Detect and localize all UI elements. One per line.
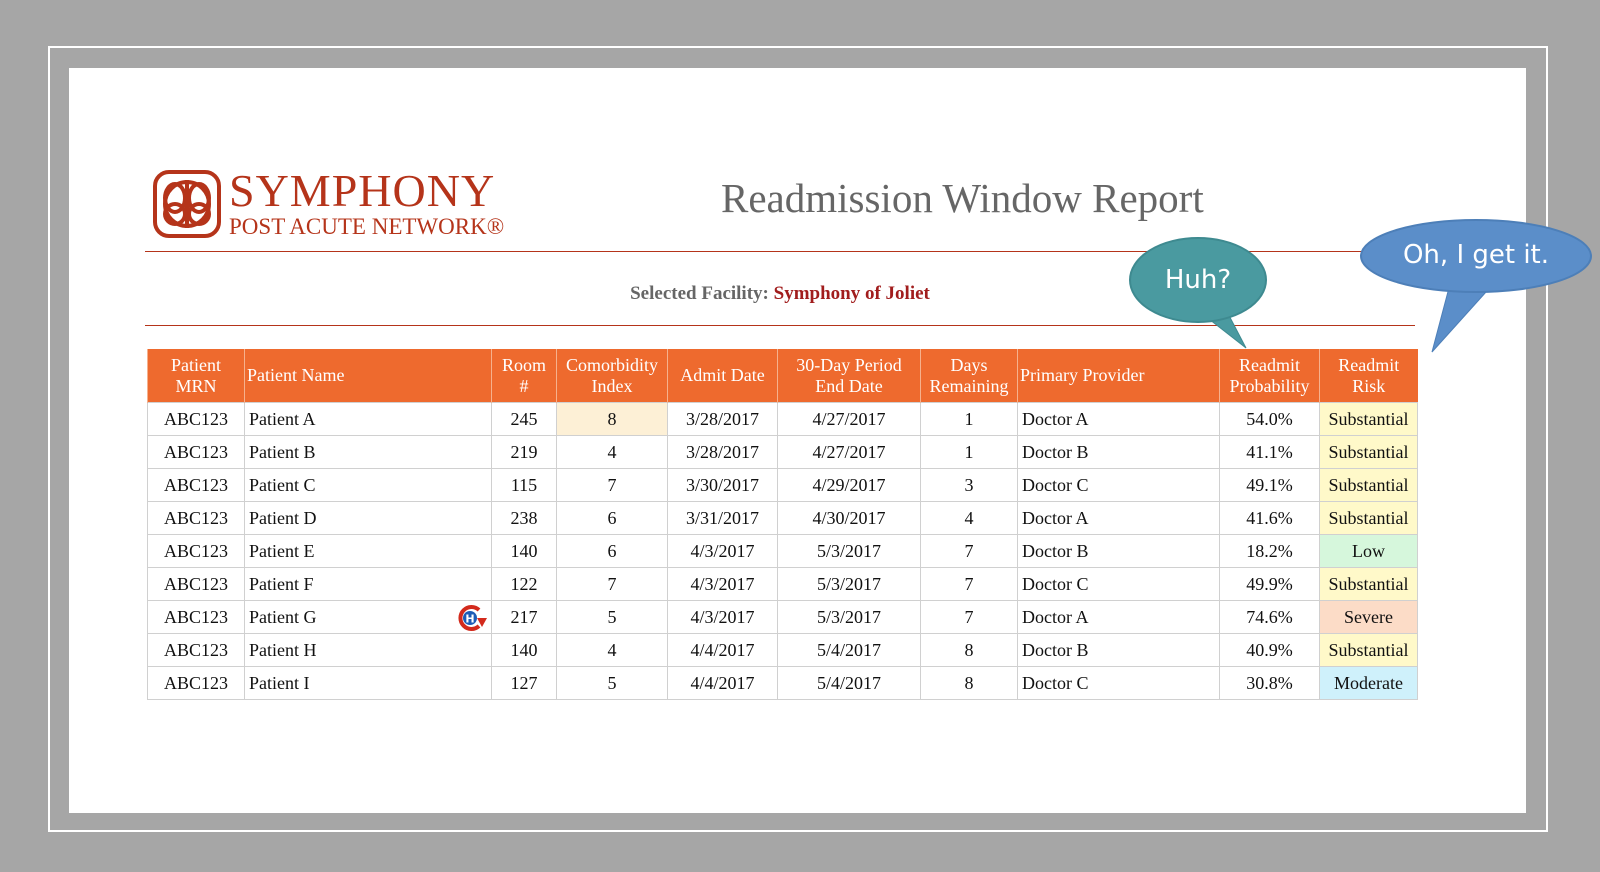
cell-readmit-probability: 54.0%: [1220, 403, 1320, 436]
cell-end-date: 5/4/2017: [778, 634, 921, 667]
svg-text:H: H: [465, 612, 475, 626]
cell-readmit-risk: Severe: [1320, 601, 1418, 634]
cell-mrn: ABC123: [148, 436, 245, 469]
column-header-admit-date[interactable]: Admit Date: [668, 349, 778, 403]
cell-readmit-risk: Low: [1320, 535, 1418, 568]
column-header-patient-name[interactable]: Patient Name: [245, 349, 492, 403]
cell-admit-date: 4/4/2017: [668, 634, 778, 667]
cell-days-remaining: 1: [921, 403, 1018, 436]
cell-primary-provider: Doctor C: [1018, 667, 1220, 700]
cell-comorbidity-index: 5: [557, 601, 668, 634]
readmission-table: [147, 349, 1418, 700]
callout-huh: [1128, 236, 1268, 354]
cell-readmit-risk: Moderate: [1320, 667, 1418, 700]
cell-days-remaining: 7: [921, 568, 1018, 601]
cell-end-date: 4/30/2017: [778, 502, 921, 535]
cell-readmit-probability: 49.9%: [1220, 568, 1320, 601]
cell-admit-date: 3/28/2017: [668, 403, 778, 436]
cell-room: 217: [492, 601, 557, 634]
cell-days-remaining: 8: [921, 634, 1018, 667]
cell-patient-name: Patient D: [245, 502, 492, 535]
callout-got-it-text: Oh, I get it.: [1402, 240, 1550, 270]
cell-primary-provider: Doctor A: [1018, 601, 1220, 634]
cell-readmit-probability: 30.8%: [1220, 667, 1320, 700]
cell-comorbidity-index: 4: [557, 436, 668, 469]
cell-mrn: ABC123: [148, 403, 245, 436]
table-row[interactable]: [148, 568, 1418, 601]
cell-readmit-risk: Substantial: [1320, 502, 1418, 535]
cell-patient-name: Patient H: [245, 634, 492, 667]
cell-mrn: ABC123: [148, 535, 245, 568]
cell-days-remaining: 7: [921, 601, 1018, 634]
cell-primary-provider: Doctor C: [1018, 469, 1220, 502]
column-header-room[interactable]: Room #: [492, 349, 557, 403]
cell-comorbidity-index: 4: [557, 634, 668, 667]
cell-primary-provider: Doctor A: [1018, 403, 1220, 436]
cell-comorbidity-index: 7: [557, 469, 668, 502]
cell-readmit-probability: 49.1%: [1220, 469, 1320, 502]
cell-readmit-probability: 41.1%: [1220, 436, 1320, 469]
table-row[interactable]: [148, 502, 1418, 535]
cell-readmit-risk: Substantial: [1320, 634, 1418, 667]
cell-room: 127: [492, 667, 557, 700]
table-row[interactable]: [148, 403, 1418, 436]
column-header-primary-provider[interactable]: Primary Provider: [1018, 349, 1220, 403]
cell-end-date: 4/29/2017: [778, 469, 921, 502]
table-row[interactable]: [148, 601, 1418, 634]
cell-readmit-risk: Substantial: [1320, 568, 1418, 601]
cell-mrn: ABC123: [148, 568, 245, 601]
column-header-readmit-risk[interactable]: Readmit Risk: [1320, 349, 1418, 403]
cell-comorbidity-index: 6: [557, 535, 668, 568]
cell-room: 219: [492, 436, 557, 469]
page-title: Readmission Window Report: [721, 175, 1204, 221]
hospital-return-icon[interactable]: [457, 604, 487, 632]
column-header-end-date[interactable]: 30-Day Period End Date: [778, 349, 921, 403]
cell-end-date: 5/3/2017: [778, 535, 921, 568]
cell-end-date: 4/27/2017: [778, 436, 921, 469]
callout-huh-text: Huh?: [1164, 265, 1232, 295]
cell-mrn: ABC123: [148, 634, 245, 667]
report-page: [69, 68, 1526, 813]
cell-primary-provider: Doctor B: [1018, 436, 1220, 469]
cell-primary-provider: Doctor B: [1018, 634, 1220, 667]
cell-admit-date: 4/3/2017: [668, 568, 778, 601]
cell-patient-name: Patient G H: [245, 601, 492, 634]
facility-value: Symphony of Joliet: [773, 283, 930, 304]
cell-readmit-risk: Substantial: [1320, 403, 1418, 436]
cell-days-remaining: 1: [921, 436, 1018, 469]
cell-days-remaining: 3: [921, 469, 1018, 502]
cell-room: 238: [492, 502, 557, 535]
cell-patient-name: Patient A: [245, 403, 492, 436]
facility-label: Selected Facility:: [630, 283, 769, 304]
cell-room: 122: [492, 568, 557, 601]
cell-comorbidity-index: 7: [557, 568, 668, 601]
cell-days-remaining: 4: [921, 502, 1018, 535]
cell-patient-name: Patient C: [245, 469, 492, 502]
cell-room: 140: [492, 634, 557, 667]
cell-end-date: 4/27/2017: [778, 403, 921, 436]
cell-mrn: ABC123: [148, 667, 245, 700]
table-row[interactable]: [148, 667, 1418, 700]
cell-end-date: 5/3/2017: [778, 601, 921, 634]
cell-readmit-probability: 40.9%: [1220, 634, 1320, 667]
cell-admit-date: 4/3/2017: [668, 601, 778, 634]
cell-admit-date: 4/3/2017: [668, 535, 778, 568]
cell-end-date: 5/4/2017: [778, 667, 921, 700]
table-row[interactable]: [148, 436, 1418, 469]
cell-room: 115: [492, 469, 557, 502]
cell-admit-date: 4/4/2017: [668, 667, 778, 700]
cell-comorbidity-index: 8: [557, 403, 668, 436]
cell-room: 245: [492, 403, 557, 436]
callout-got-it: [1358, 218, 1594, 354]
cell-primary-provider: Doctor B: [1018, 535, 1220, 568]
cell-mrn: ABC123: [148, 601, 245, 634]
symphony-logo-icon: [153, 170, 221, 238]
cell-readmit-probability: 41.6%: [1220, 502, 1320, 535]
column-header-days-remaining[interactable]: Days Remaining: [921, 349, 1018, 403]
cell-admit-date: 3/28/2017: [668, 436, 778, 469]
cell-comorbidity-index: 6: [557, 502, 668, 535]
column-header-readmit-probability[interactable]: Readmit Probability: [1220, 349, 1320, 403]
table-header-row: [148, 349, 1418, 403]
cell-patient-name: Patient B: [245, 436, 492, 469]
table-row[interactable]: [148, 634, 1418, 667]
cell-room: 140: [492, 535, 557, 568]
column-header-mrn[interactable]: Patient MRN: [148, 349, 245, 403]
cell-mrn: ABC123: [148, 502, 245, 535]
cell-readmit-probability: 18.2%: [1220, 535, 1320, 568]
cell-patient-name: Patient E: [245, 535, 492, 568]
cell-days-remaining: 7: [921, 535, 1018, 568]
cell-readmit-risk: Substantial: [1320, 469, 1418, 502]
cell-readmit-risk: Substantial: [1320, 436, 1418, 469]
table-row[interactable]: [148, 469, 1418, 502]
cell-days-remaining: 8: [921, 667, 1018, 700]
cell-primary-provider: Doctor C: [1018, 568, 1220, 601]
cell-patient-name: Patient F: [245, 568, 492, 601]
cell-mrn: ABC123: [148, 469, 245, 502]
cell-readmit-probability: 74.6%: [1220, 601, 1320, 634]
logo-subtitle: POST ACUTE NETWORK®: [229, 214, 505, 239]
logo-title: SYMPHONY: [229, 165, 496, 216]
cell-comorbidity-index: 5: [557, 667, 668, 700]
cell-admit-date: 3/31/2017: [668, 502, 778, 535]
table-row[interactable]: [148, 535, 1418, 568]
cell-end-date: 5/3/2017: [778, 568, 921, 601]
column-header-comorbidity-index[interactable]: Comorbidity Index: [557, 349, 668, 403]
cell-primary-provider: Doctor A: [1018, 502, 1220, 535]
symphony-logo: [153, 165, 505, 240]
cell-patient-name: Patient I: [245, 667, 492, 700]
cell-admit-date: 3/30/2017: [668, 469, 778, 502]
